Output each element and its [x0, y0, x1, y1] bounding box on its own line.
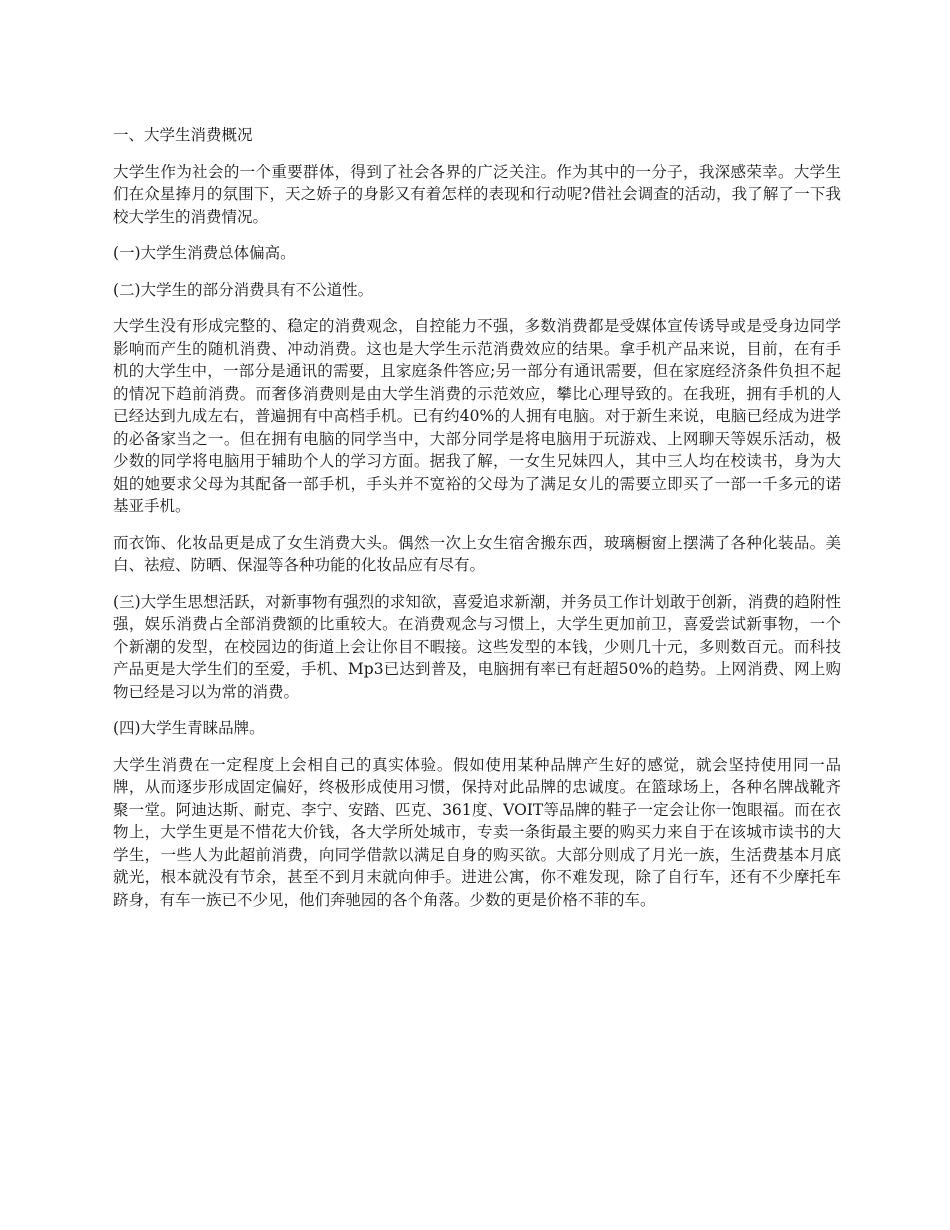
document-body: [113, 124, 841, 925]
paragraph-point-4: (四)大学生青睐品牌。: [113, 719, 265, 737]
paragraph-intro: 大学生作为社会的一个重要群体，得到了社会各界的广泛关注。作为其中的一分子，我深感荣幸。大学生们在众星捧月的氛围下，天之娇子的身影又有着怎样的表现和行动呢?借社会调查的活动，我了解了一下我校大学生的消费情况。: [113, 162, 841, 226]
paragraph-point-3: (三)大学生思想活跃，对新事物有强烈的求知欲，喜爱追求新潮，并务员工作计划敢于创新，消费的趋附性强，娱乐消费占全部消费额的比重较大。在消费观念与习惯上，大学生更加前卫，喜爱尝试新事物，一个个新潮的发型，在校园边的街道上会让你目不暇接。这些发型的本钱，少则几十元，多则数百元。而科技产品更是大学生们的至爱，手机、Mp3已达到普及，电脑拥有率已有赶超50%的趋势。上网消费、网上购物已经是习以为常的消费。: [113, 592, 841, 701]
paragraph-brands: 大学生消费在一定程度上会相自己的真实体验。假如使用某种品牌产生好的感觉，就会坚持使用同一品牌，从而逐步形成固定偏好，终极形成使用习惯，保持对此品牌的忠诚度。在篮球场上，各种名牌战靴齐聚一堂。阿迪达斯、耐克、李宁、安踏、匹克、361度、VOIT等品牌的鞋子一定会让你一饱眼福。而在衣物上，大学生更是不惜花大价钱，各大学所处城市，专卖一条街最主要的购买力来自于在该城市读书的大学生，一些人为此超前消费，向同学借款以满足自身的购买欲。大部分则成了月光一族，生活费基本月底就光，根本就没有节余，甚至不到月末就向伸手。进进公寓，你不难发现，除了自行车，还有不少摩托车跻身，有车一族已不少见，他们奔驰园的各个角落。少数的更是价格不菲的车。: [113, 755, 841, 909]
section-heading: 一、大学生消费概况: [113, 126, 253, 144]
paragraph-consumption-concept: 大学生没有形成完整的、稳定的消费观念，自控能力不强，多数消费都是受媒体宣传诱导或是受身边同学影响而产生的随机消费、冲动消费。这也是大学生示范消费效应的结果。拿手机产品来说，目前，在有手机的大学生中，一部分是通讯的需要，且家庭条件答应;另一部分有通讯需要，但在家庭经济条件负担不起的情况下趋前消费。而奢侈消费则是由大学生消费的示范效应，攀比心理导致的。在我班，拥有手机的人已经达到九成左右，普遍拥有中高档手机。已有约40%的人拥有电脑。对于新生来说，电脑已经成为进学的必备家当之一。但在拥有电脑的同学当中，大部分同学是将电脑用于玩游戏、上网聊天等娱乐活动，极少数的同学将电脑用于辅助个人的学习方面。据我了解，一女生兄妹四人，其中三人均在校读书，身为大姐的她要求父母为其配备一部手机，手头并不宽裕的父母为了满足女儿的需要立即买了一部一千多元的诺基亚手机。: [113, 317, 841, 515]
paragraph-point-2: (二)大学生的部分消费具有不公道性。: [113, 280, 374, 299]
paragraph-point-1: (一)大学生消费总体偏高。: [113, 244, 296, 262]
paragraph-cosmetics: 而衣饰、化妆品更是成了女生消费大头。偶然一次上女生宿舍搬东西，玻璃橱窗上摆满了各种化装品。美白、祛痘、防晒、保湿等各种功能的化妆品应有尽有。: [113, 533, 841, 574]
